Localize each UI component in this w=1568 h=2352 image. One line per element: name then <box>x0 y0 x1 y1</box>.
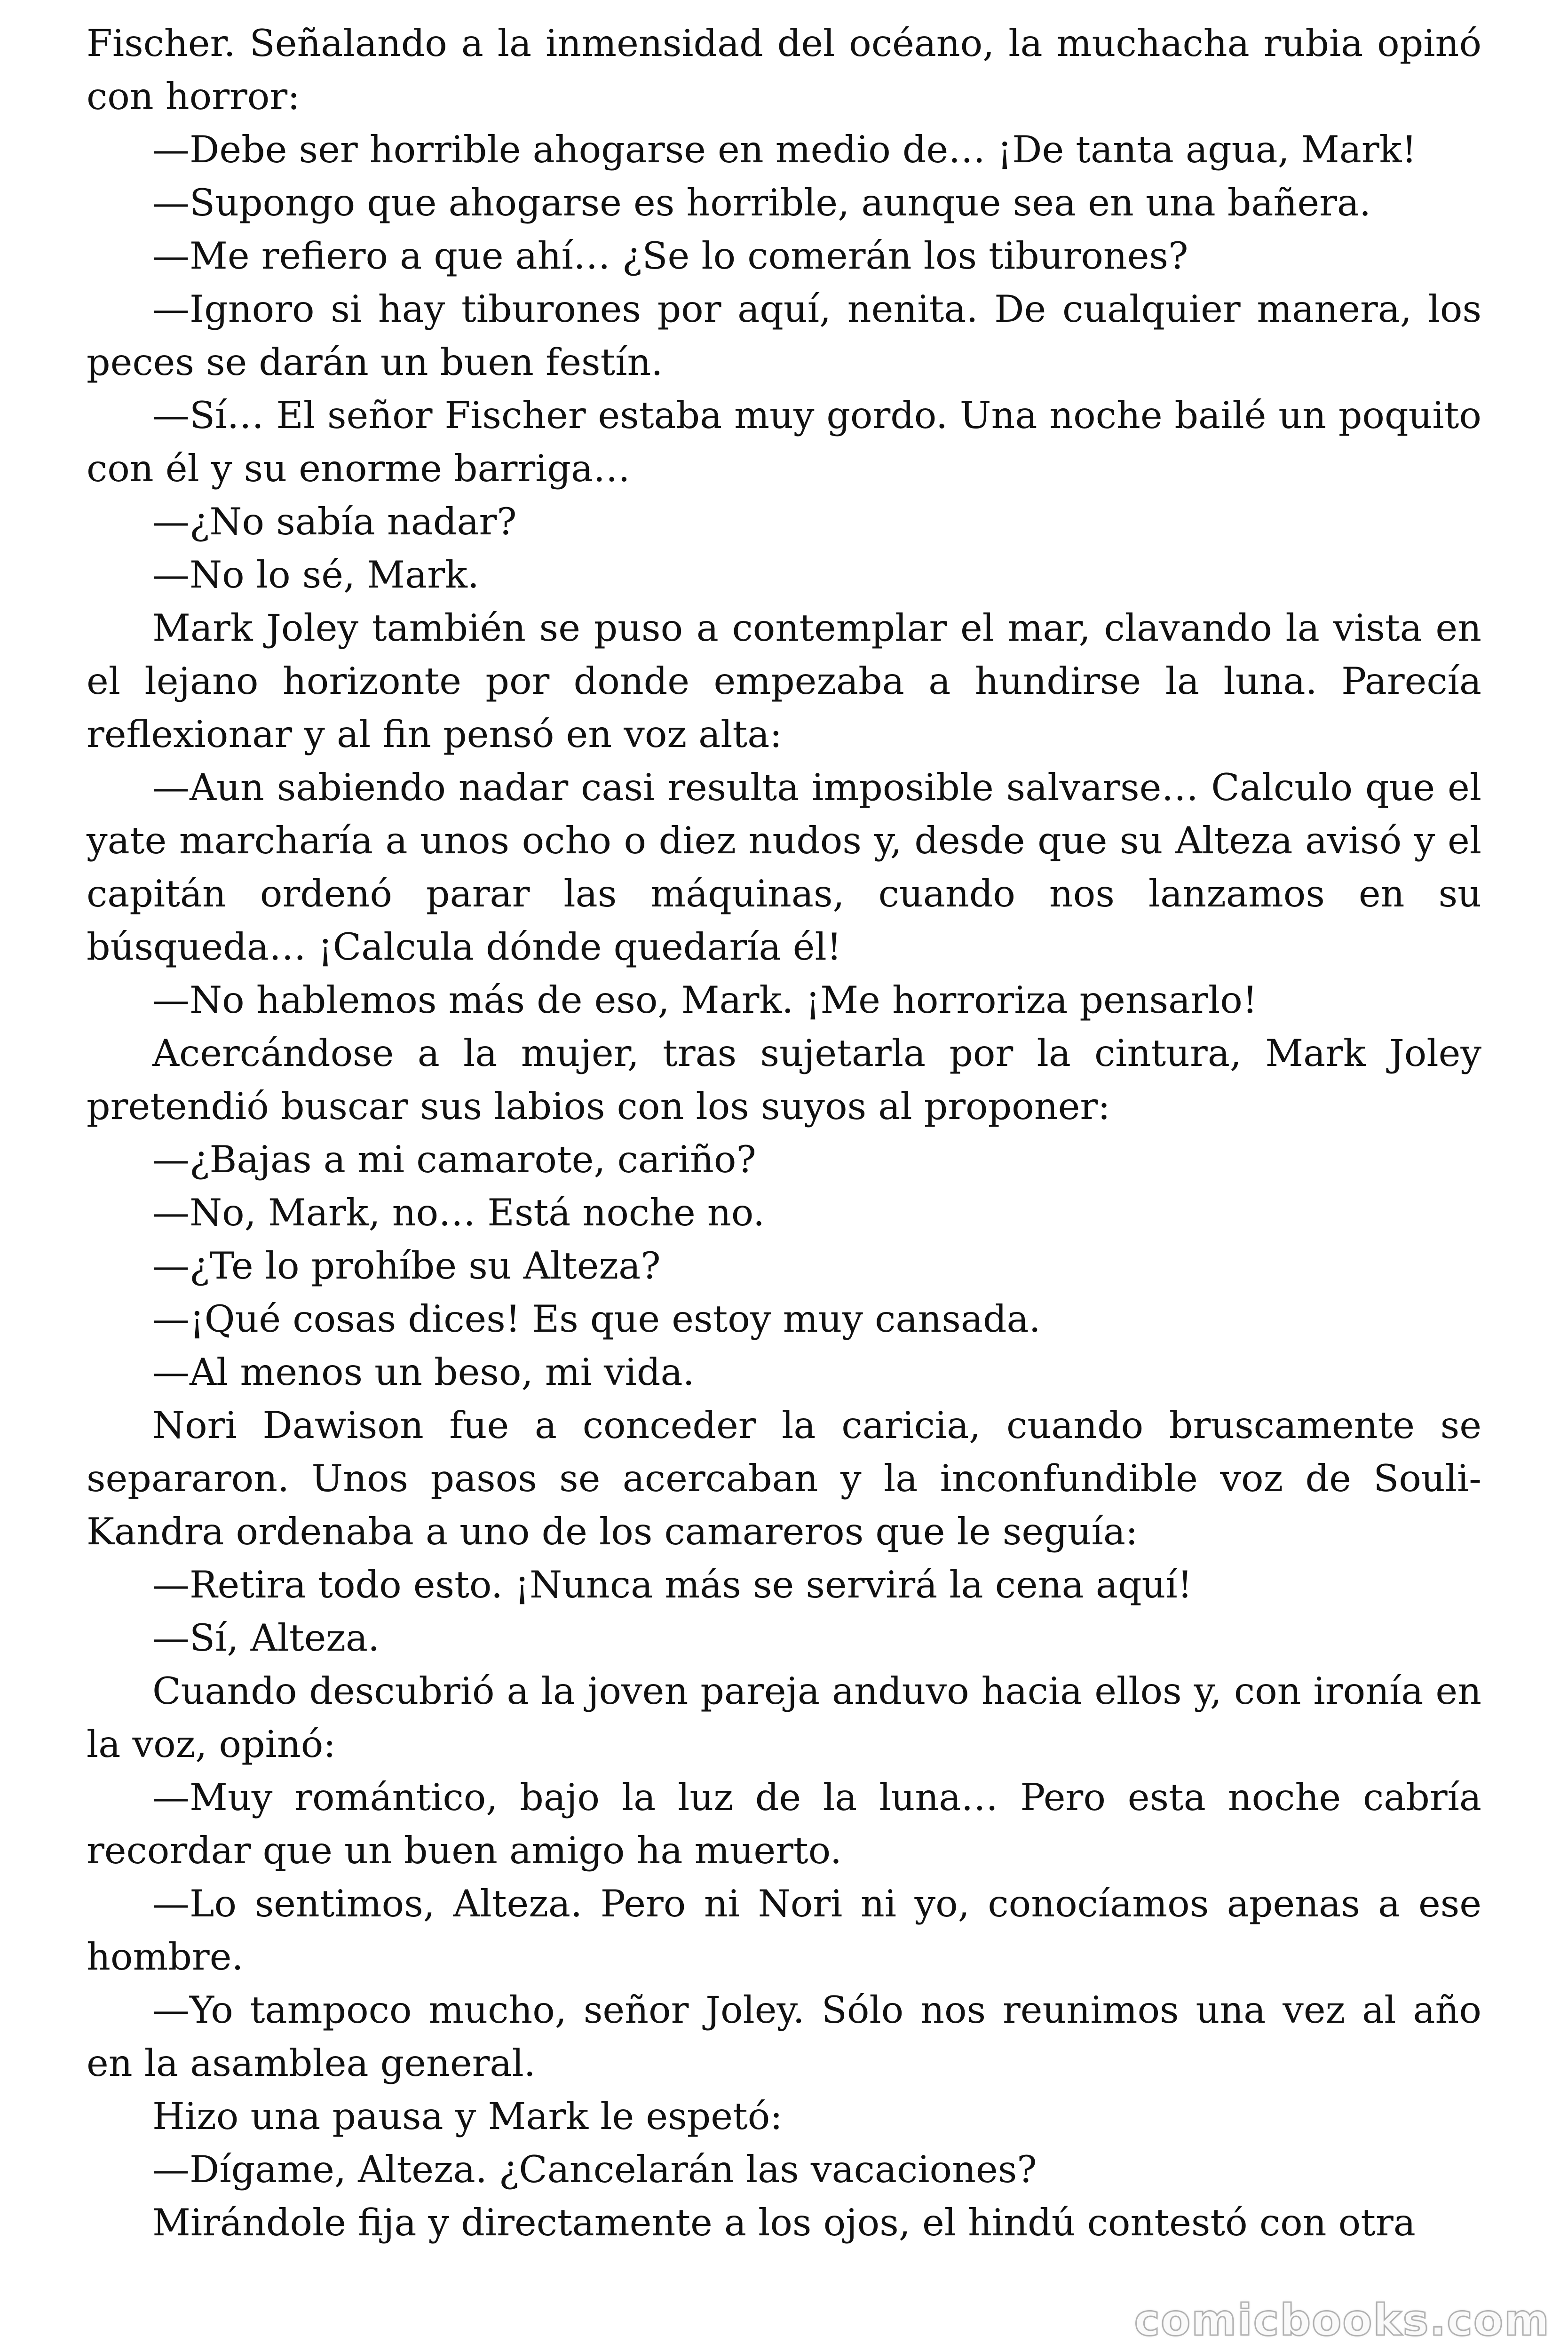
paragraph: —¿No sabía nadar? <box>152 500 517 543</box>
paragraph: —Sí… El señor Fischer estaba muy gordo. Una noche bailé un poquito con él y su enorme barriga… <box>87 394 1481 490</box>
paragraph: —Me refiero a que ahí… ¿Se lo comerán los tiburones? <box>152 234 1188 278</box>
paragraph: —Al menos un beso, mi vida. <box>152 1351 695 1394</box>
paragraph: —Debe ser horrible ahogarse en medio de… ¡De tanta agua, Mark! <box>152 128 1417 171</box>
paragraph: —Retira todo esto. ¡Nunca más se servirá la cena aquí! <box>152 1563 1193 1606</box>
paragraph: —No lo sé, Mark. <box>152 553 479 596</box>
paragraph: —¿Te lo prohíbe su Alteza? <box>152 1244 661 1287</box>
watermark-logo: comicbooks.com <box>1134 2295 1550 2345</box>
paragraph: Cuando descubrió a la joven pareja anduvo hacia ellos y, con ironía en la voz, opinó: <box>87 1669 1481 1766</box>
paragraph: —¿Bajas a mi camarote, cariño? <box>152 1138 756 1181</box>
paragraph: Fischer. Señalando a la inmensidad del océano, la muchacha rubia opinó con horror: <box>87 22 1481 118</box>
paragraph: —Aun sabiendo nadar casi resulta imposible salvarse… Calculo que el yate marcharía a unos ocho o diez nudos y, desde que su Alteza avisó y el capitán ordenó parar las máquinas, cuando nos lanzamos en su búsqueda… ¡Calcula dónde quedaría él! <box>87 766 1481 969</box>
paragraph: Hizo una pausa y Mark le espetó: <box>152 2095 783 2138</box>
paragraph: —Dígame, Alteza. ¿Cancelarán las vacaciones? <box>152 2148 1037 2191</box>
paragraph: Acercándose a la mujer, tras sujetarla por la cintura, Mark Joley pretendió buscar sus labios con los suyos al proponer: <box>87 1032 1481 1128</box>
paragraph: —Muy romántico, bajo la luz de la luna… Pero esta noche cabría recordar que un buen amigo ha muerto. <box>87 1776 1481 1872</box>
paragraph: —¡Qué cosas dices! Es que estoy muy cansada. <box>152 1297 1041 1341</box>
paragraph: —Ignoro si hay tiburones por aquí, nenita. De cualquier manera, los peces se darán un buen festín. <box>87 287 1481 384</box>
paragraph: Nori Dawison fue a conceder la caricia, cuando bruscamente se separaron. Unos pasos se acercaban y la inconfundible voz de Souli-Kandra ordenaba a uno de los camareros que le seguía: <box>87 1404 1481 1553</box>
paragraph: —Lo sentimos, Alteza. Pero ni Nori ni yo, conocíamos apenas a ese hombre. <box>87 1882 1481 1979</box>
paragraph: Mark Joley también se puso a contemplar el mar, clavando la vista en el lejano horizonte por donde empezaba a hundirse la luna. Parecía reflexionar y al fin pensó en voz alta: <box>87 606 1481 756</box>
page-text-body <box>87 17 1481 2249</box>
paragraph: Mirándole fija y directamente a los ojos, el hindú contestó con otra <box>152 2201 1416 2244</box>
paragraph: —No, Mark, no… Está noche no. <box>152 1191 765 1234</box>
paragraph: —Yo tampoco mucho, señor Joley. Sólo nos reunimos una vez al año en la asamblea general. <box>87 1988 1481 2085</box>
paragraph: —Sí, Alteza. <box>152 1616 380 1660</box>
paragraph: —Supongo que ahogarse es horrible, aunque sea en una bañera. <box>152 181 1371 224</box>
paragraph: —No hablemos más de eso, Mark. ¡Me horroriza pensarlo! <box>152 978 1258 1022</box>
